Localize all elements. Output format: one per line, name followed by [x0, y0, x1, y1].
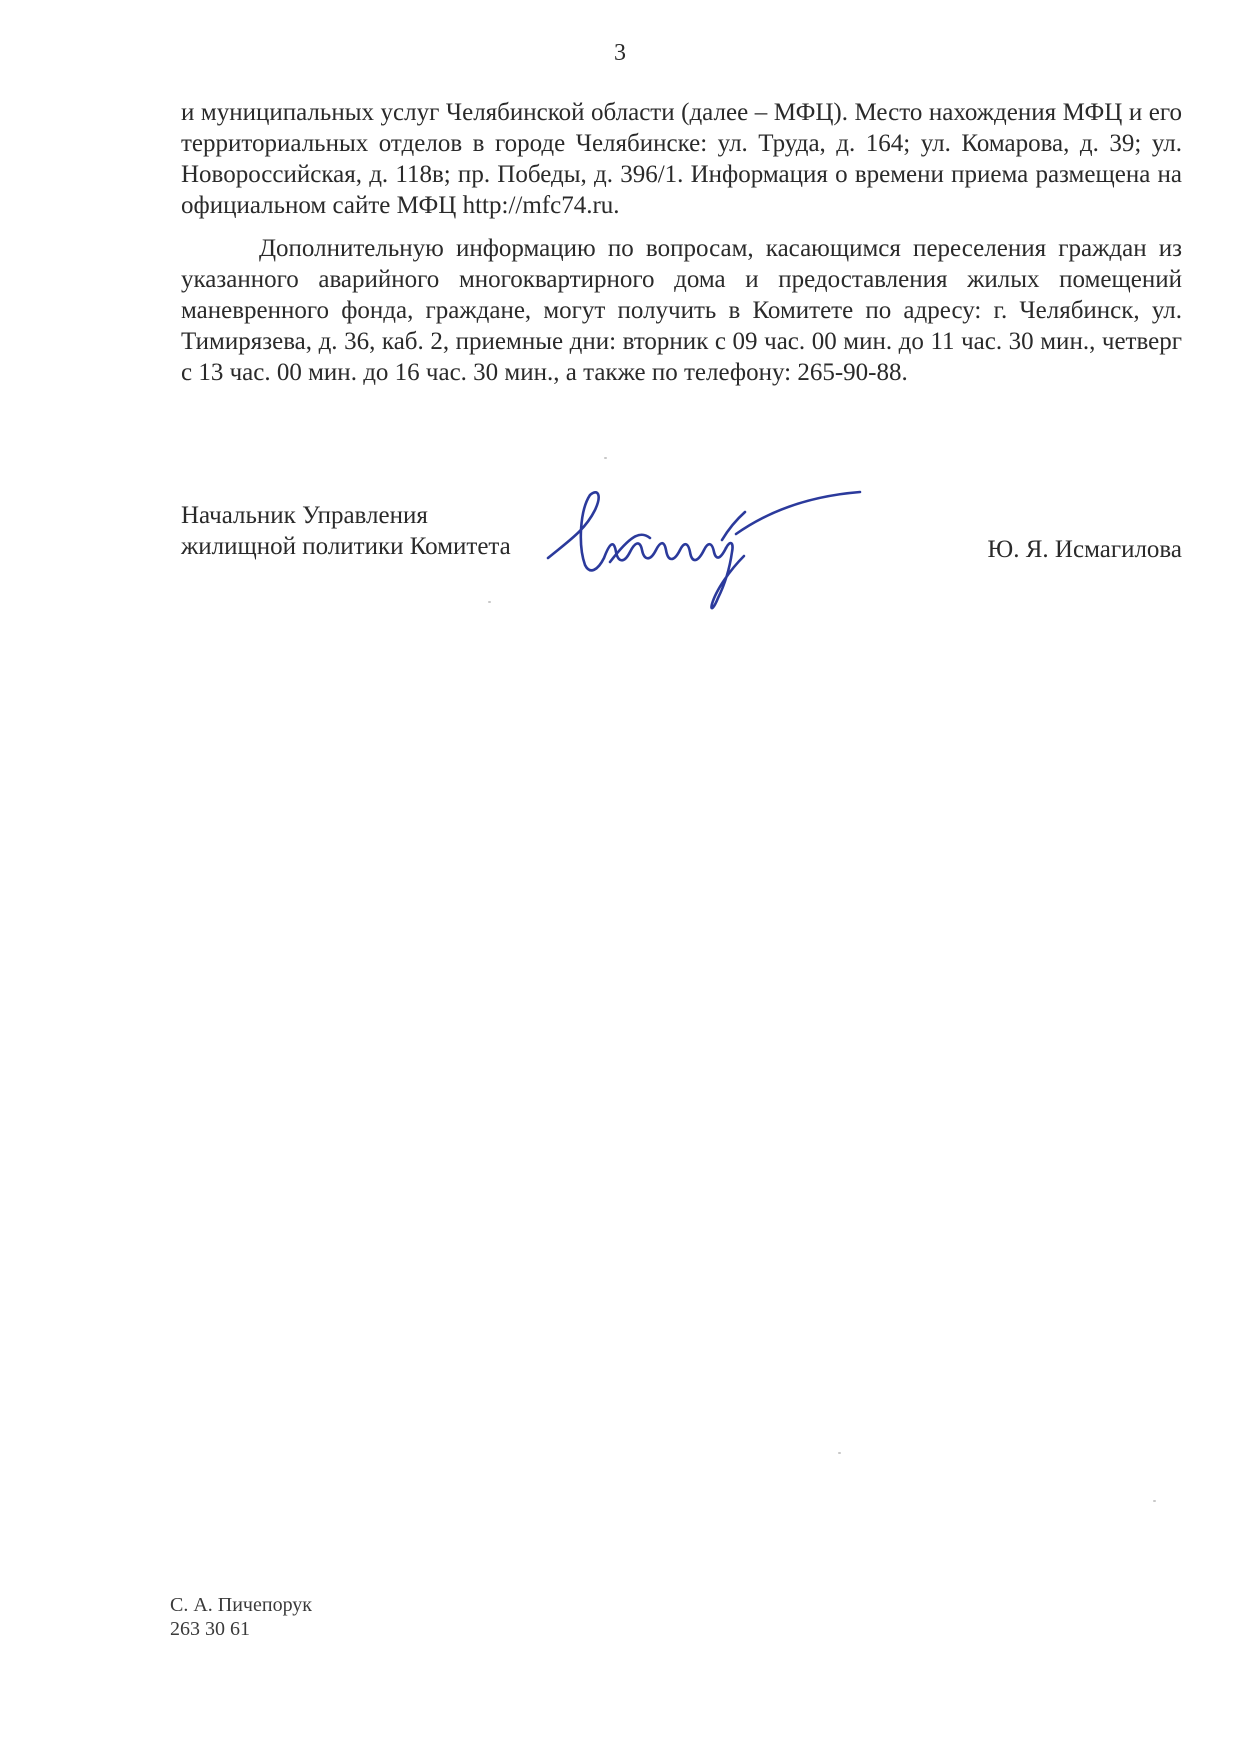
executor-phone: 263 30 61 [170, 1618, 250, 1640]
body-text [181, 97, 1182, 388]
page-number: 3 [614, 40, 626, 66]
signatory-title [181, 500, 511, 562]
scan-speck [838, 1452, 841, 1454]
signatory-title-line-2: жилищной политики Комитета [181, 533, 511, 560]
executor-info [170, 1593, 312, 1641]
handwritten-signature [540, 470, 870, 620]
paragraph-mfc-addresses: и муниципальных услуг Челябинской области (далее – МФЦ). Место нахождения МФЦ и его территориальных отделов в городе Челябинске: ул. Труда, д. 164; ул. Комарова, д. 39; ул. Новороссийская, д. 118в; пр. Победы, д. 396/1. Информация о времени приема размещена на официальном сайте МФЦ http://mfc74.ru. [181, 99, 1182, 219]
signatory-title-line-1: Начальник Управления [181, 502, 428, 529]
paragraph-additional-info: Дополнительную информацию по вопросам, касающимся переселения граждан из указанного аварийного многоквартирного дома и предоставления жилых помещений маневренного фонда, граждане, могут получить в Комитете по адресу: г. Челябинск, ул. Тимирязева, д. 36, каб. 2, приемные дни: вторник с 09 час. 00 мин. до 11 час. 30 мин., четверг с 13 час. 00 мин. до 16 час. 30 мин., а также по телефону: 265-90-88. [181, 235, 1182, 386]
executor-name: С. А. Пичепорук [170, 1594, 313, 1616]
scan-speck [1153, 1500, 1156, 1502]
scan-speck [604, 457, 607, 459]
scan-speck [488, 601, 491, 603]
signatory-name: Ю. Я. Исмагилова [987, 536, 1182, 563]
